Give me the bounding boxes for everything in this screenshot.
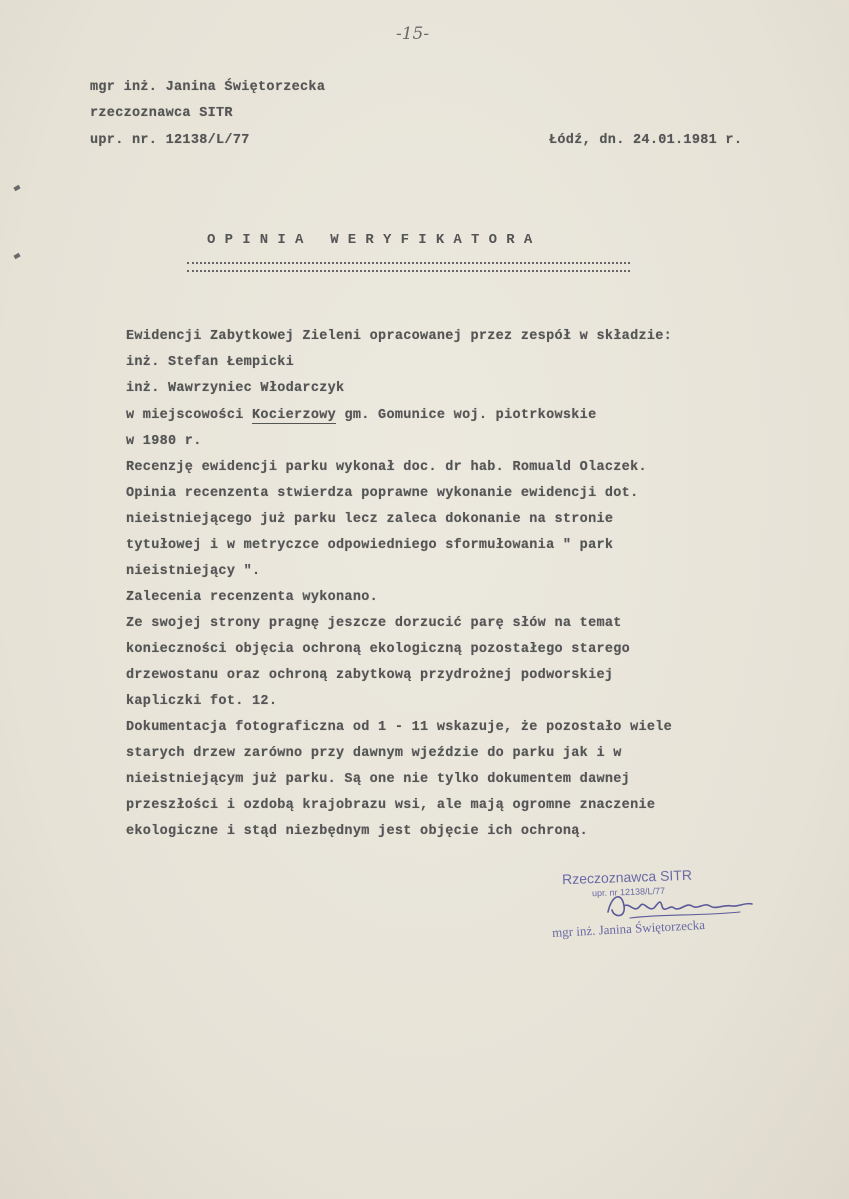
document-title: OPINIA WERYFIKATORA (207, 232, 542, 248)
body-line: nieistniejącego już parku lecz zaleca dokonanie na stronie (126, 512, 614, 527)
body-line: drzewostanu oraz ochroną zabytkową przydrożnej podworskiej (126, 668, 614, 683)
binding-mark (13, 253, 20, 259)
body-line: kapliczki fot. 12. (126, 694, 278, 709)
body-line: konieczności objęcia ochroną ekologiczną pozostałego starego (126, 642, 631, 657)
body-line: w 1980 r. (126, 434, 202, 449)
page-number: -15- (396, 24, 430, 44)
body-line: przeszłości i ozdobą krajobrazu wsi, ale mają ogromne znaczenie (126, 798, 656, 813)
body-line: inż. Wawrzyniec Włodarczyk (126, 381, 345, 396)
body-line: Dokumentacja fotograficzna od 1 - 11 wskazuje, że pozostało wiele (126, 720, 673, 735)
underlined-place-name: Kocierzowy (252, 408, 337, 423)
body-line: tytułowej i w metryczce odpowiedniego sformułowania " park (126, 538, 614, 553)
body-text: w miejscowości (126, 408, 253, 423)
body-line: ekologiczne i stąd niezbędnym jest objęcie ich ochroną. (126, 824, 589, 839)
body-line: inż. Stefan Łempicki (126, 355, 295, 370)
stamp-name: mgr inż. Janina Świętorzecka (551, 917, 706, 940)
stamp-title: Rzeczoznawca SITR (561, 866, 693, 888)
body-line: nieistniejący ". (126, 564, 261, 579)
author-line: mgr inż. Janina Świętorzecka (90, 80, 326, 95)
body-line: Opinia recenzenta stwierdza poprawne wykonanie ewidencji dot. (126, 486, 639, 501)
role-line: rzeczoznawca SITR (90, 106, 233, 121)
body-line (126, 408, 597, 423)
body-line: nieistniejącym już parku. Są one nie tylko dokumentem dawnej (126, 772, 631, 787)
body-line: Ze swojej strony pragnę jeszcze dorzucić parę słów na temat (126, 616, 622, 631)
body-text: gm. Gomunice woj. piotrkowskie (336, 408, 597, 423)
official-stamp (540, 866, 760, 946)
title-underline (187, 262, 630, 272)
stamp-license: upr. nr 12138/L/77 (591, 885, 666, 899)
binding-mark (13, 185, 20, 191)
place-date-line: Łódź, dn. 24.01.1981 r. (549, 133, 743, 148)
body-line: Zalecenia recenzenta wykonano. (126, 590, 379, 605)
body-line: Recenzję ewidencji parku wykonał doc. dr hab. Romuald Olaczek. (126, 460, 647, 475)
license-line: upr. nr. 12138/L/77 (90, 133, 250, 148)
body-line: Ewidencji Zabytkowej Zieleni opracowanej przez zespół w składzie: (126, 329, 673, 344)
body-line: starych drzew zarówno przy dawnym wjeździe do parku jak i w (126, 746, 622, 761)
